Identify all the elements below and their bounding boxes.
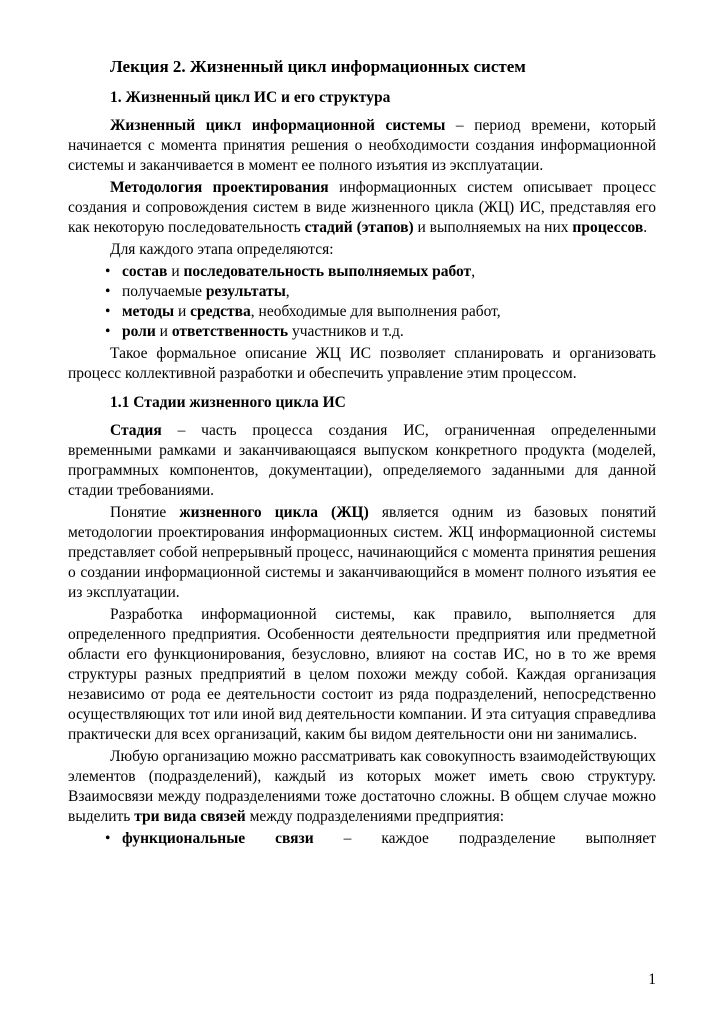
text-run-bold: роли	[122, 323, 156, 340]
text-run: информационных систем описывает процесс создания и сопровождения систем в виде жизненного цикла (ЖЦ) ИС, представляя его как некоторую последовательность	[68, 179, 656, 236]
text-run-bold: результаты	[205, 283, 286, 300]
bullet-item	[68, 282, 656, 302]
text-run: ,	[471, 263, 476, 280]
text-run: получаемые	[122, 283, 206, 300]
paragraph	[68, 503, 656, 603]
text-run: участников и т.д.	[288, 323, 404, 340]
bullet-marker-icon: •	[105, 263, 111, 280]
text-run: Для каждого этапа определяются:	[110, 241, 334, 258]
bullet-marker-icon: •	[105, 323, 111, 340]
paragraph	[68, 747, 656, 827]
text-run: является одним из базовых понятий методологии проектирования информационных систем. ЖЦ информационной системы представляет собой непрерывный процесс, начинающийся с момента принятия решения о создании информационной системы и заканчивающийся в момент полного изъятия ее из эксплуатации.	[68, 504, 656, 601]
text-run: и выполняемых на них	[413, 219, 573, 236]
text-run-bold: 1. Жизненный цикл ИС и его структура	[110, 89, 391, 106]
text-run: .	[643, 219, 648, 236]
bullet-marker-icon: •	[105, 283, 111, 300]
text-run: Разработка информационной системы, как правило, выполняется для определенного предприятия. Особенности деятельности предприятия или предметной области его функционирования, безусловно, влияют на состав ИС, но в то же время структуры разных предприятий в целом похожи между собой. Каждая организация независимо от рода ее деятельности состоит из ряда подразделений, непосредственно осуществляющих тот или иной вид деятельности компании. И эта ситуация справедлива практически для всех организаций, каким бы видом деятельности они ни занимались.	[68, 606, 656, 743]
paragraph	[68, 421, 656, 501]
page-number: 1	[648, 971, 656, 988]
text-run-bold: Жизненный цикл информационной системы	[110, 117, 446, 134]
text-run-bold: ответственность	[171, 323, 289, 340]
text-run-bold: методы	[122, 303, 175, 320]
bullet-item	[68, 262, 656, 282]
text-run: и	[155, 323, 172, 340]
text-run-bold: Стадия	[110, 422, 162, 439]
text-run: – каждое подразделение выполняет	[313, 830, 656, 847]
bullet-item	[68, 322, 656, 342]
bullet-marker-icon: •	[105, 830, 111, 847]
text-run: Такое формальное описание ЖЦ ИС позволяет спланировать и организовать процесс коллективной разработки и обеспечить управление этим процессом.	[68, 345, 656, 382]
text-run-bold: 1.1 Стадии жизненного цикла ИС	[110, 394, 346, 411]
paragraph	[68, 116, 656, 176]
text-run-bold: три вида связей	[134, 808, 246, 825]
paragraph	[68, 240, 656, 260]
bullet-marker-icon: •	[105, 303, 111, 320]
section-heading	[68, 88, 656, 108]
text-run: Понятие	[110, 504, 180, 521]
text-run: и	[167, 263, 184, 280]
document-body	[68, 88, 656, 849]
text-run: между подразделениями предприятия:	[245, 808, 505, 825]
section-heading	[68, 393, 656, 413]
text-run-bold: стадий (этапов)	[304, 219, 414, 236]
text-run-bold: состав	[122, 263, 168, 280]
document-title: Лекция 2. Жизненный цикл информационных систем	[110, 57, 526, 76]
bullet-item	[68, 302, 656, 322]
text-run-bold: функциональные связи	[122, 830, 314, 847]
paragraph	[68, 178, 656, 238]
paragraph	[68, 344, 656, 384]
paragraph	[68, 605, 656, 745]
text-run: , необходимые для выполнения работ,	[250, 303, 501, 320]
bullet-item	[68, 829, 656, 849]
text-run-bold: последовательность выполняемых работ	[183, 263, 472, 280]
text-run-bold: средства	[190, 303, 251, 320]
text-run-bold: жизненного цикла (ЖЦ)	[179, 504, 369, 521]
text-run: ,	[285, 283, 290, 300]
text-run: – период времени, который начинается с момента принятия решения о необходимости создания информационной системы и заканчивается в момент ее полного изъятия из эксплуатации.	[68, 117, 656, 174]
text-run-bold: Методология проектирования	[110, 179, 329, 196]
text-run: Любую организацию можно рассматривать как совокупность взаимодействующих элементов (подразделений), каждый из которых может иметь свою структуру. Взаимосвязи между подразделениями тоже достаточно сложны. В общем случае можно выделить	[68, 748, 656, 825]
text-run: – часть процесса создания ИС, ограниченная определенными временными рамками и заканчивающаяся выпуском конкретного продукта (моделей, программных компонентов, документации), определяемого заданными для данной стадии требованиями.	[68, 422, 656, 499]
text-run-bold: процессов	[572, 219, 644, 236]
text-run: и	[174, 303, 191, 320]
